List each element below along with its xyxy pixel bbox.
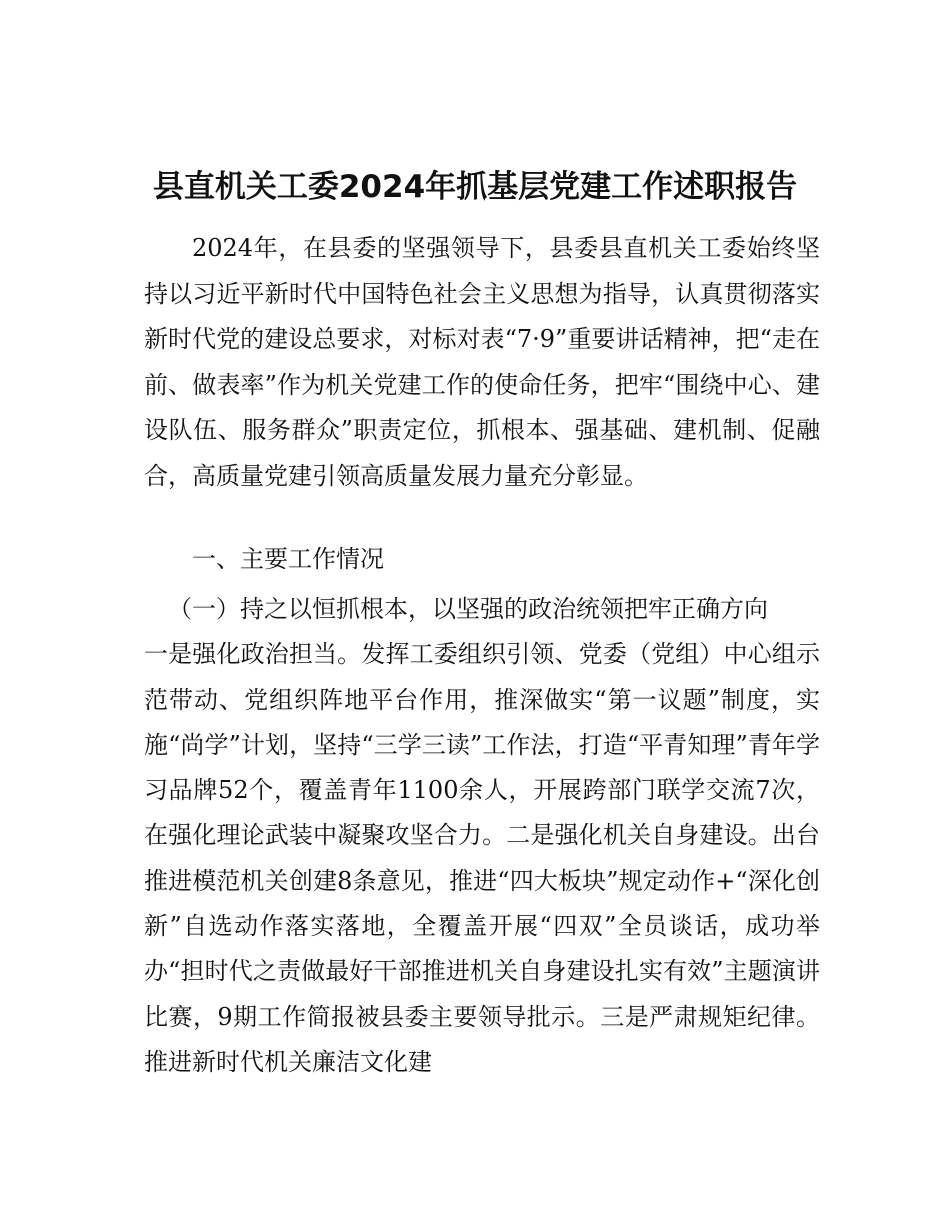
section-heading: 一、主要工作情况 — [192, 545, 384, 573]
subsection-block — [144, 587, 820, 1085]
subsection-body: 一是强化政治担当。发挥工委组织引领、党委（党组）中心组示范带动、党组织阵地平台作用，推深做实“第一议题”制度，实施“尚学”计划，坚持“三学三读”工作法，打造“平青知理”青年学习品牌52个，覆盖青年1100余人，开展跨部门联学交流7次，在强化理论武装中凝聚攻坚合力。二是强化机关自身建设。出台推进模范机关创建8条意见，推进“四大板块”规定动作+“深化创新”自选动作落实落地，全覆盖开展“四双”全员谈话，成功举办“担时代之责做最好干部推进机关自身建设扎实有效”主题演讲比赛，9期工作简报被县委主要领导批示。三是严肃规矩纪律。推进新时代机关廉洁文化建 — [144, 640, 820, 1076]
subsection-heading: （一）持之以恒抓根本，以坚强的政治统领把牢正确方向 — [168, 595, 768, 623]
document-title: 县直机关工委2024年抓基层党建工作述职报告 — [152, 169, 798, 205]
intro-paragraph: 2024年，在县委的坚强领导下，县委县直机关工委始终坚持以习近平新时代中国特色社会主义思想为指导，认真贯彻落实新时代党的建设总要求，对标对表“7·9”重要讲话精神，把“走在前、做表率”作为机关党建工作的使命任务，把牢“围绕中心、建设队伍、服务群众”职责定位，抓根本、强基础、建机制、促融合，高质量党建引领高质量发展力量充分彰显。 — [144, 234, 820, 490]
